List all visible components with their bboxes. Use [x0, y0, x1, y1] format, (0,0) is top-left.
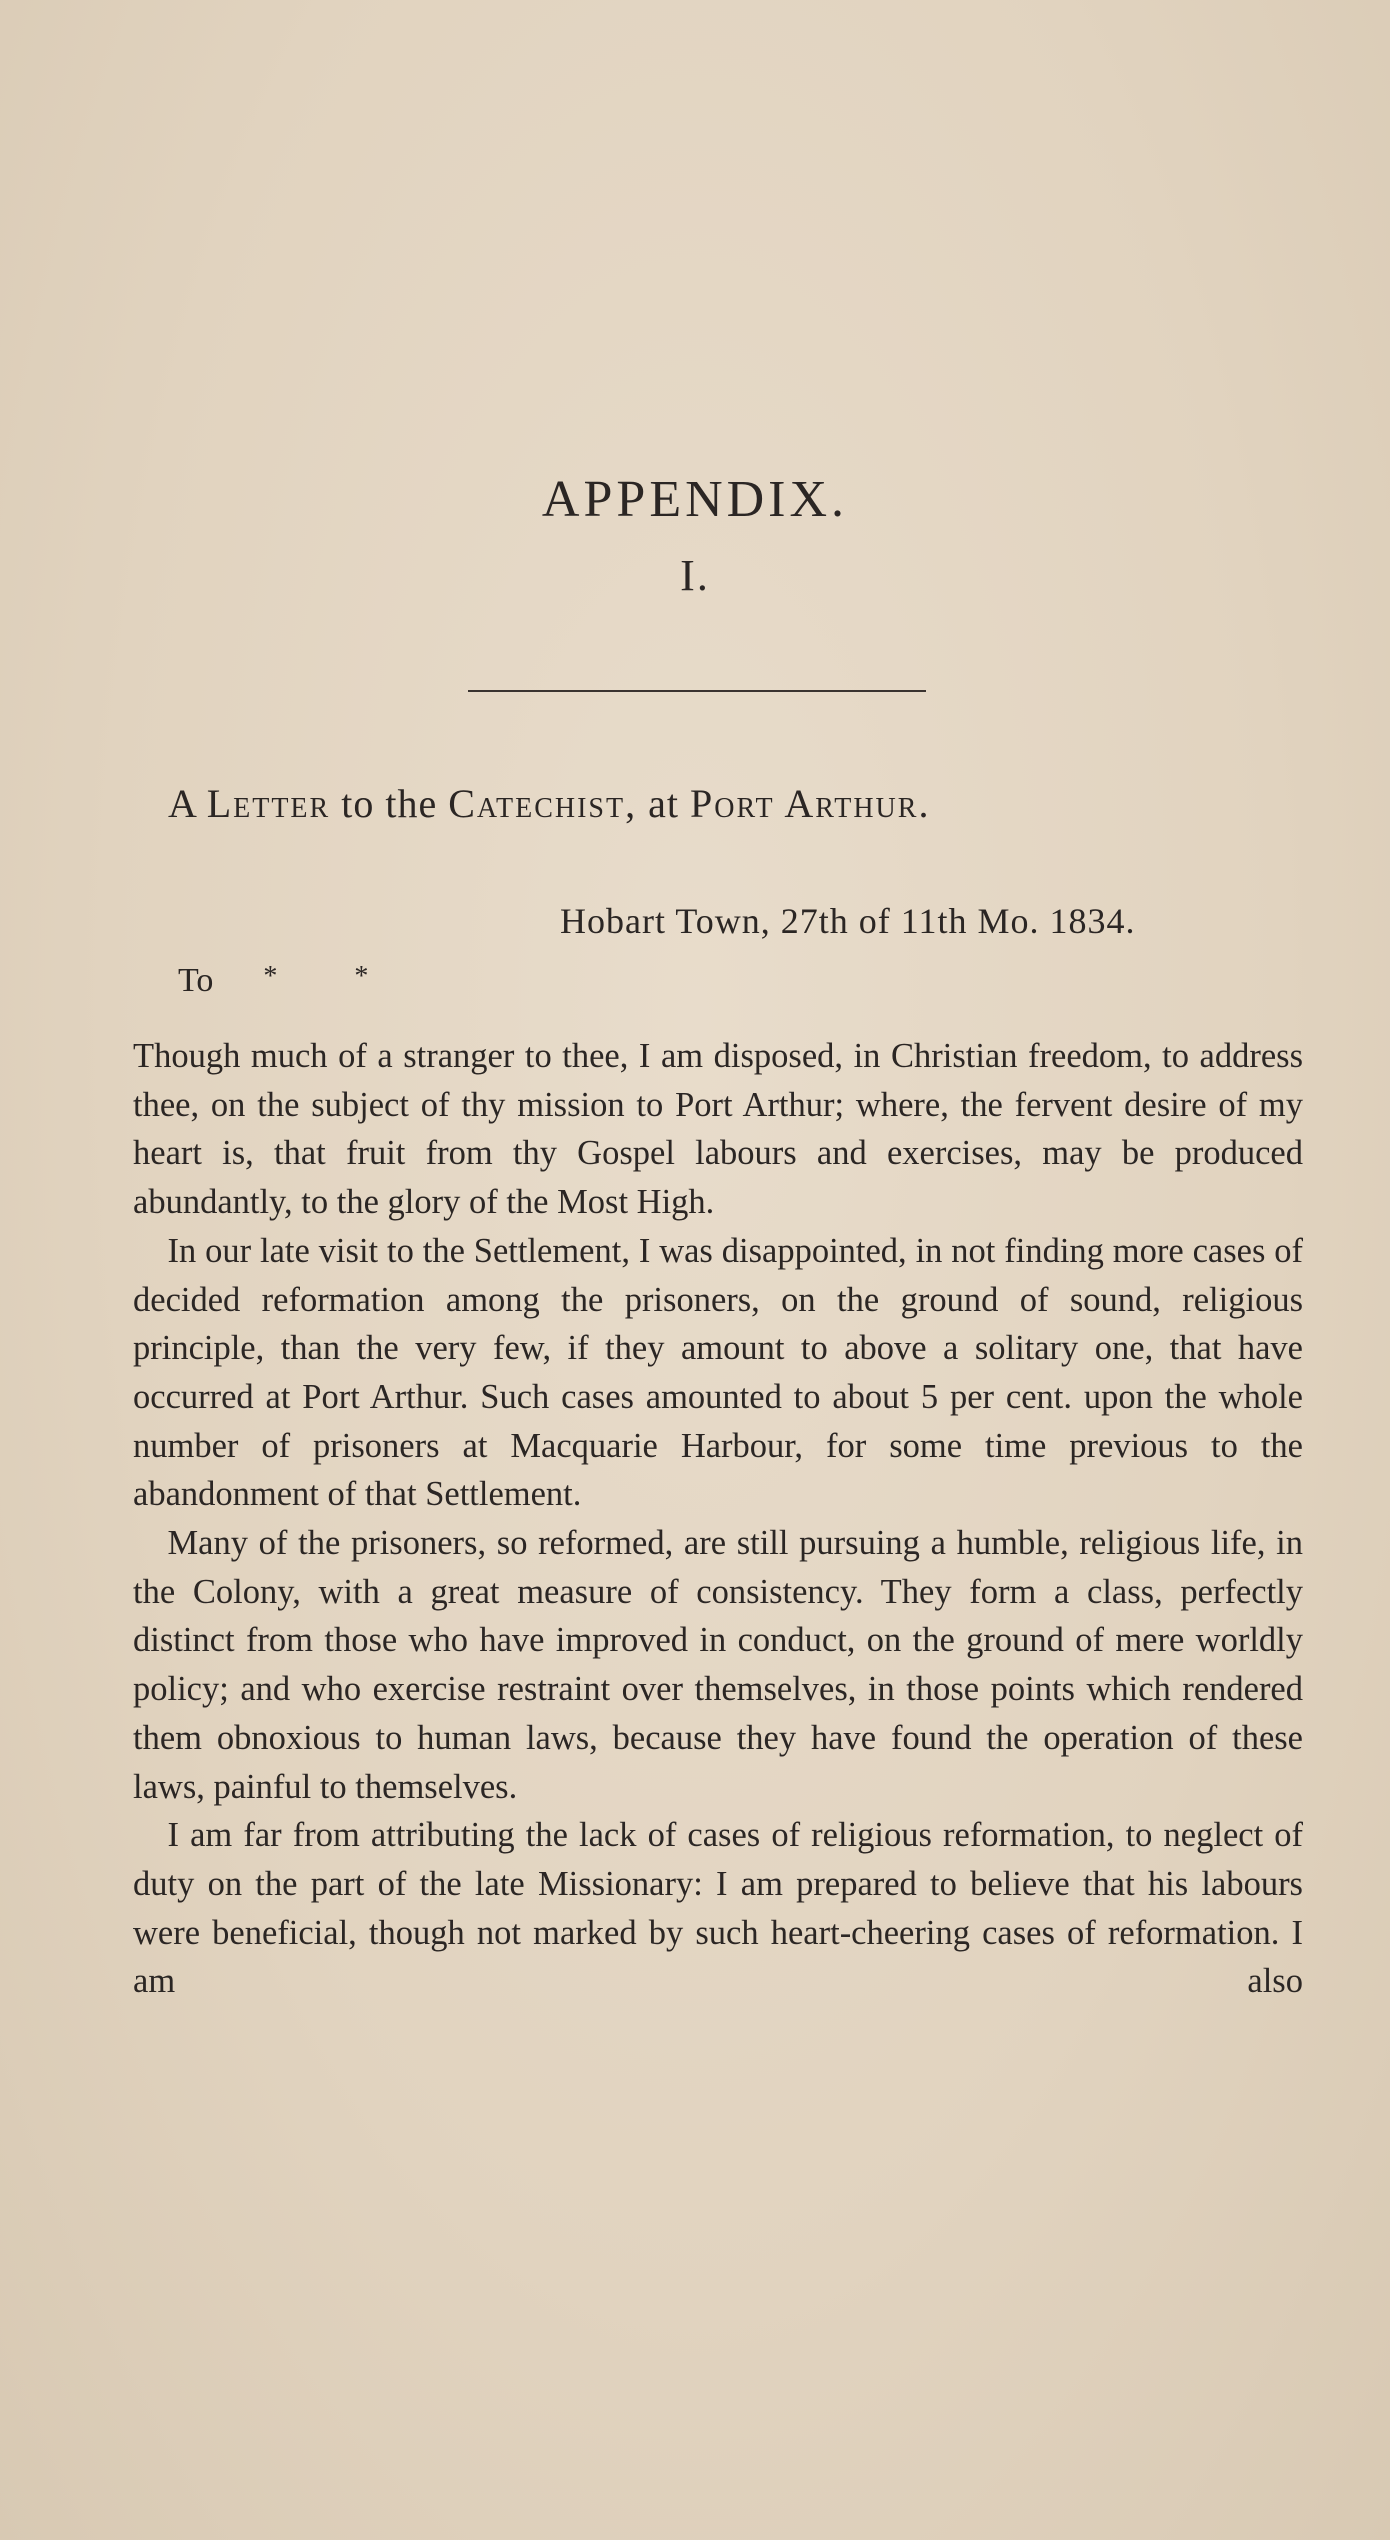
section-number: I. [680, 551, 710, 600]
salutation-stars: * * [263, 961, 369, 992]
letter-title-mid: to the [341, 781, 438, 826]
horizontal-rule [468, 690, 926, 692]
paragraph-1: Though much of a stranger to thee, I am disposed, in Christian freedom, to address thee, on the subject of thy mission to Port Arthur; where, the fervent desire of my heart is, that fruit from thy Gospel labours and exercises, may be produced abundantly, to the glory of the Most High. [133, 1037, 1303, 1222]
letter-title [168, 780, 930, 827]
appendix-title: APPENDIX. [541, 471, 849, 528]
letter-title-prefix: A [168, 781, 196, 826]
letter-title-word-letter: Letter [206, 781, 331, 826]
letter-title-at: at [648, 781, 679, 826]
paragraph-3: Many of the prisoners, so reformed, are still pursuing a humble, religious life, in the Colony, with a great measure of consistency. They form a class, perfectly distinct from those who have improved in conduct, on the ground of mere worldly policy; and who exercise restraint over themselves, in those points which rendered them obnoxious to human laws, because they have found the operation of these laws, painful to themselves. [133, 1524, 1303, 1806]
paragraph-2: In our late visit to the Settlement, I was disappointed, in not finding more cases of decided reformation among the prisoners, on the ground of sound, religious principle, than the very few, if they amount to above a solitary one, that have occurred at Port Arthur. Such cases amounted to about 5 per cent. upon the whole number of prisoners at Macquarie Harbour, for some time previous to the abandonment of that Settlement. [133, 1231, 1303, 1514]
letter-date-line: Hobart Town, 27th of 11th Mo. 1834. [560, 901, 1136, 941]
letter-body [133, 1032, 1303, 2006]
salutation-text: To [178, 962, 214, 999]
paragraph-4: I am far from attributing the lack of cases of religious reformation, to neglect of duty on the part of the late Missionary: I am prepared to believe that his labours were beneficial, though not marked by such heart-cheering cases of reformation. I am also [133, 1816, 1303, 2001]
letter-salutation [178, 962, 368, 1000]
letter-title-word-catechist: Catechist, [448, 781, 638, 826]
letter-title-word-port-arthur: Port Arthur. [689, 781, 931, 826]
